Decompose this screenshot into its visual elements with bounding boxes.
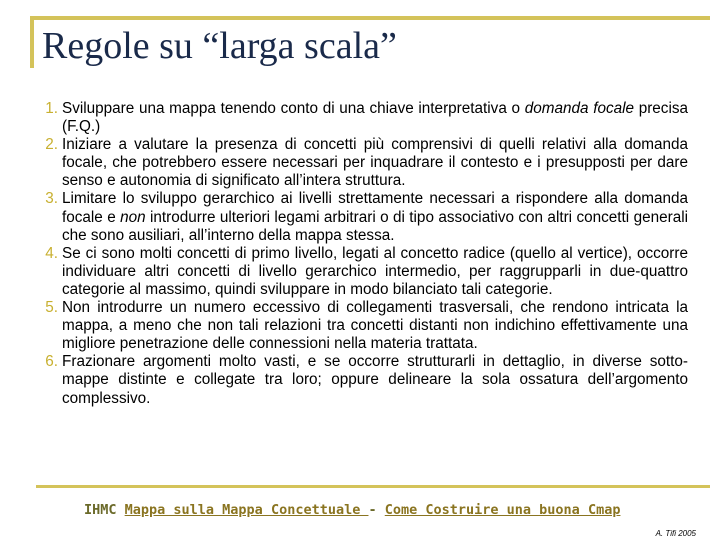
rule-text: Sviluppare una mappa tenendo conto di una chiave interpretativa o [62,100,525,117]
rule-item-1 [28,100,688,136]
rules-list [28,100,688,408]
rule-emphasis: domanda focale [524,100,635,117]
footer-link-come-costruire-cmap[interactable]: Come Costruire una buona Cmap [384,502,621,518]
footer-divider [36,485,710,488]
rule-emphasis: non [120,208,146,226]
rule-text: Iniziare a valutare la presenza di concetti più comprensivi di quelli relativi alla domanda focale, che potrebbero essere necessari per inquadrare il contesto e i presupposti per dare senso e autonomia di significato all’intera struttura. [62,136,688,190]
footer-separator: - [368,502,385,518]
rule-item-5 [28,299,688,353]
footer-link-mappa-concettuale[interactable]: Mappa sulla Mappa Concettuale [124,502,369,518]
slide-title: Regole su “larga scala” [42,25,397,67]
rule-text: Frazionare argomenti molto vasti, e se occorre strutturarli in dettaglio, in diverse sotto-mappe distinte e collegate tra loro; oppure delineare la sola ossatura dell’argomento complessivo. [62,353,688,407]
rule-text: precisa (F.Q.) [62,100,689,136]
title-frame-top-border [30,16,710,20]
rule-number: 2. [45,136,58,154]
rule-text: Limitare lo sviluppo gerarchico ai livelli strettamente necessari a rispondere alla domanda focale e [62,190,688,226]
footer-links [84,502,620,518]
title-frame-left-border [30,16,34,68]
rule-number: 3. [45,190,58,208]
rule-number: 6. [45,353,58,371]
rule-item-4 [28,245,688,299]
footer-prefix: IHMC [84,502,125,518]
rule-item-3 [28,190,688,244]
rule-text: introdurre ulteriori legami arbitrari o di tipo associativo con altri concetti generali che sono ausiliari, all’interno della mappa stessa. [62,208,689,244]
rule-text: Non introdurre un numero eccessivo di collegamenti trasversali, che rendono intricata la mappa, a meno che non tali relazioni tra concetti distanti non indichino effettivamente una migliore penetrazione delle connessioni nella materia trattata. [62,299,688,353]
rule-number: 4. [45,244,58,262]
rule-item-2 [28,136,688,190]
rule-item-6 [28,353,688,407]
author-credit: A. Tifi 2005 [655,529,696,538]
rule-number: 5. [45,299,58,317]
rule-text: Se ci sono molti concetti di primo livello, legati al concetto radice (quello al vertice), occorre individuare altri concetti di livello gerarchico intermedio, per raggrupparli in due-quattro categorie al massimo, quindi sviluppare in modo bilanciato tali categorie. [62,244,688,298]
rule-number: 1. [45,100,58,117]
